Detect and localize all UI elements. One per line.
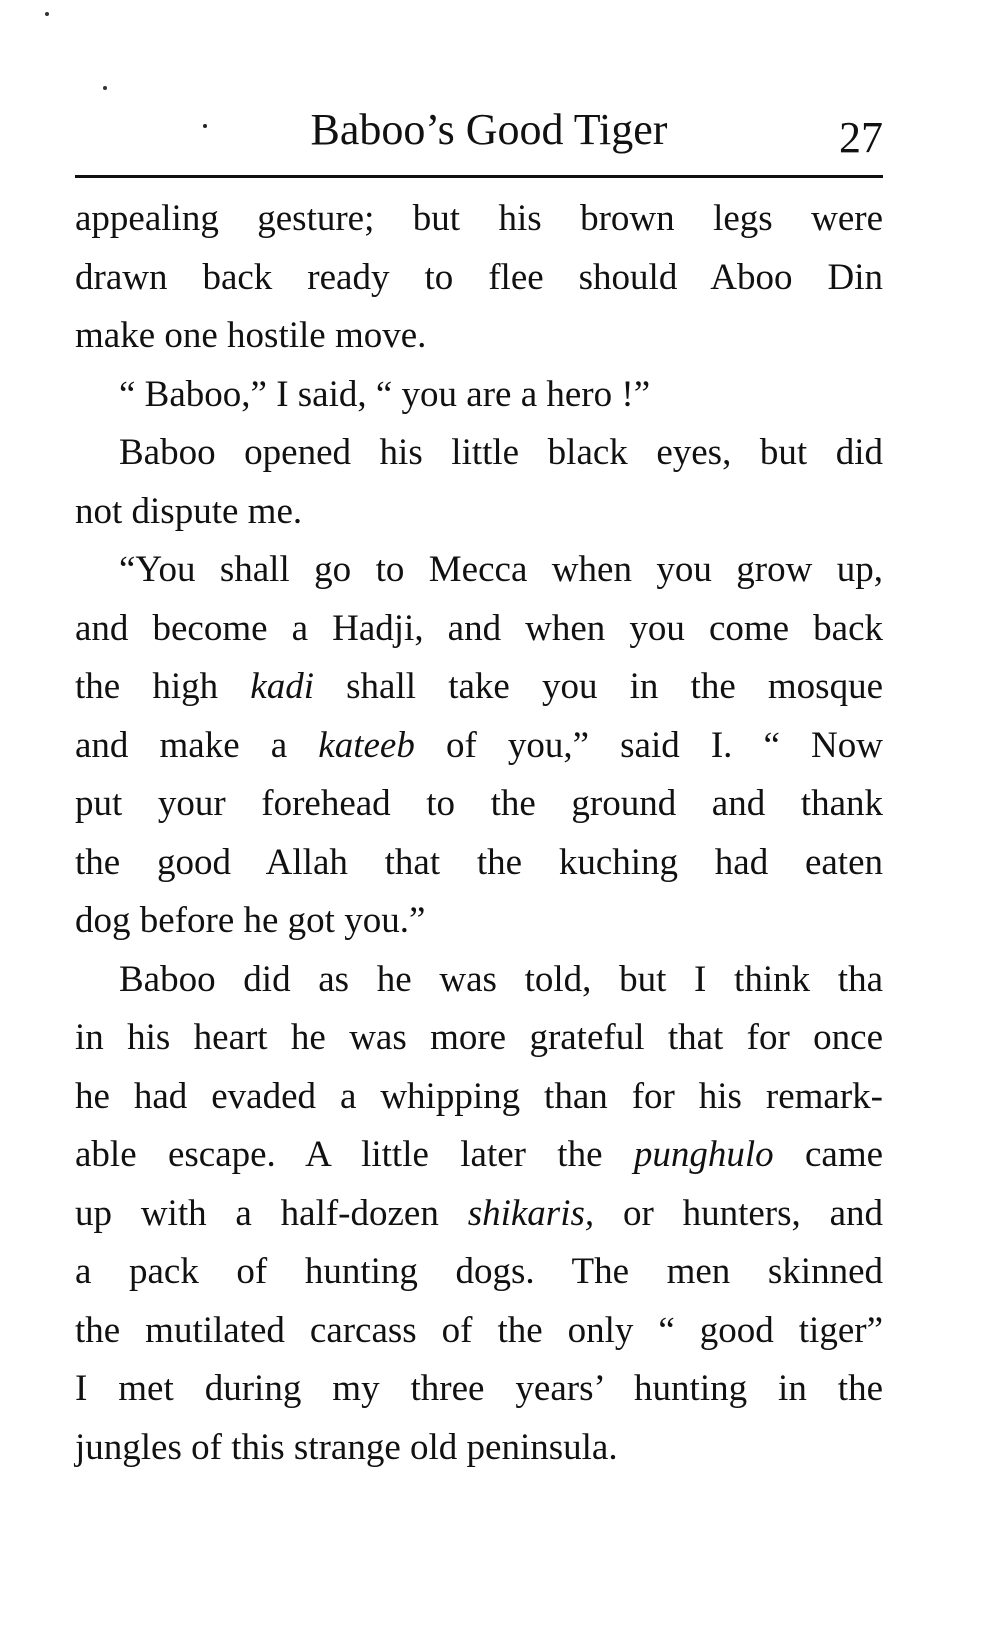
text-line: Baboo opened his little black eyes, but did bbox=[119, 432, 883, 473]
italic-term: punghulo bbox=[633, 1134, 774, 1175]
text-line: a pack of hunting dogs. The men skinned bbox=[75, 1251, 883, 1292]
text-line bbox=[75, 717, 883, 776]
text-run: shall take you in the mosque bbox=[346, 666, 884, 707]
running-head: Baboo’s Good Tiger bbox=[310, 105, 668, 154]
text-line: appealing gesture; but his brown legs were bbox=[75, 198, 883, 239]
text-run: the high bbox=[75, 666, 219, 707]
text-line bbox=[75, 658, 883, 717]
text-line: jungles of this strange old peninsula. bbox=[75, 1426, 618, 1468]
text-line: Baboo did as he was told, but I think tha bbox=[119, 958, 883, 1000]
print-speck bbox=[103, 86, 107, 90]
text-line: I met during my three years’ hunting in the bbox=[75, 1368, 883, 1409]
italic-term: kateeb bbox=[318, 724, 415, 766]
text-line: the good Allah that the kuching had eaten bbox=[75, 841, 883, 883]
body-text bbox=[75, 190, 883, 1477]
text-line: in his heart he was more grateful that for once bbox=[75, 1017, 883, 1058]
page-number: 27 bbox=[839, 113, 883, 162]
text-line: not dispute me. bbox=[75, 490, 303, 532]
italic-term: shikaris, bbox=[467, 1192, 595, 1234]
text-line bbox=[75, 1126, 883, 1185]
text-line: “ Baboo,” I said, “ you are a hero !” bbox=[119, 373, 651, 415]
text-run: up with a half-dozen bbox=[75, 1192, 439, 1234]
text-line: put your forehead to the ground and thank bbox=[75, 783, 883, 824]
text-line: dog before he got you.” bbox=[75, 900, 426, 941]
text-line: make one hostile move. bbox=[75, 315, 427, 356]
text-run: able escape. A little later the bbox=[75, 1134, 603, 1175]
text-line bbox=[75, 1185, 883, 1244]
text-line: the mutilated carcass of the only “ good tiger” bbox=[75, 1309, 883, 1351]
text-line: he had evaded a whipping than for his remark- bbox=[75, 1075, 883, 1117]
text-run: of you,” said I. “ Now bbox=[445, 724, 884, 766]
text-line: drawn back ready to flee should Aboo Din bbox=[75, 256, 883, 298]
text-run: came bbox=[804, 1134, 884, 1175]
header-rule bbox=[75, 175, 883, 178]
print-speck bbox=[45, 12, 49, 16]
text-run: and make a bbox=[75, 724, 288, 766]
page-header bbox=[75, 100, 883, 160]
italic-term: kadi bbox=[250, 666, 314, 707]
text-run: or hunters, and bbox=[622, 1192, 884, 1234]
text-line: “You shall go to Mecca when you grow up, bbox=[119, 549, 883, 590]
text-line: and become a Hadji, and when you come back bbox=[75, 607, 883, 649]
